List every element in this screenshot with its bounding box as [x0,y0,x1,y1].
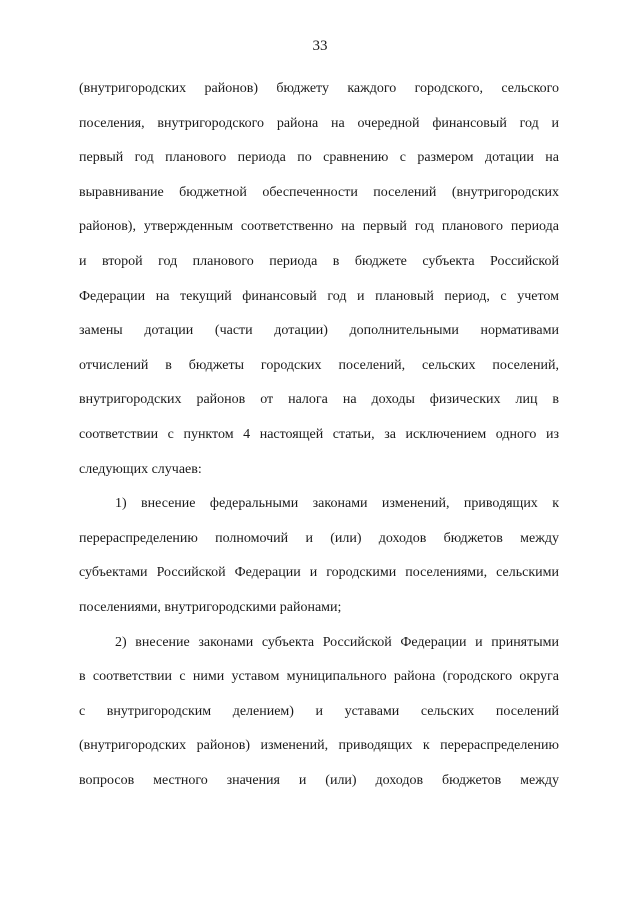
text-line: с внутригородским делением) и уставами сельских поселений [79,703,559,719]
text-line: в соответствии с ними уставом муниципального района (городского округа [79,669,559,685]
text-line: следующих случаев: [79,461,202,477]
text-line: внутригородских районов от налога на доходы физических лиц в [79,392,559,408]
text-line: поселения, внутригородского района на очередной финансовый год и [79,115,559,131]
text-line: районов), утвержденным соответственно на первый год планового периода [79,219,559,235]
list-item-2-line: 2) внесение законами субъекта Российской Федерации и принятыми [115,634,559,650]
page-number: 33 [312,38,328,54]
document-body [79,72,559,798]
text-line: (внутригородских районов) изменений, приводящих к перераспределению [79,738,559,754]
list-item-1-line: 1) внесение федеральными законами изменений, приводящих к [115,496,559,512]
text-line: поселениями, внутригородскими районами; [79,599,342,615]
text-line: вопросов местного значения и (или) доходов бюджетов между [79,772,559,788]
text-line: и второй год планового периода в бюджете субъекта Российской [79,253,559,269]
text-line: выравнивание бюджетной обеспеченности поселений (внутригородских [79,184,559,200]
text-line: первый год планового периода по сравнению с размером дотации на [79,150,559,166]
text-line: соответствии с пунктом 4 настоящей статьи, за исключением одного из [79,426,559,442]
text-line: перераспределению полномочий и (или) доходов бюджетов между [79,530,559,546]
text-line: отчислений в бюджеты городских поселений, сельских поселений, [79,357,559,373]
text-line: (внутригородских районов) бюджету каждого городского, сельского [79,81,559,96]
text-line: замены дотации (части дотации) дополнительными нормативами [79,323,559,339]
text-line: Федерации на текущий финансовый год и плановый период, с учетом [79,288,559,304]
text-line: субъектами Российской Федерации и городскими поселениями, сельскими [79,565,559,581]
